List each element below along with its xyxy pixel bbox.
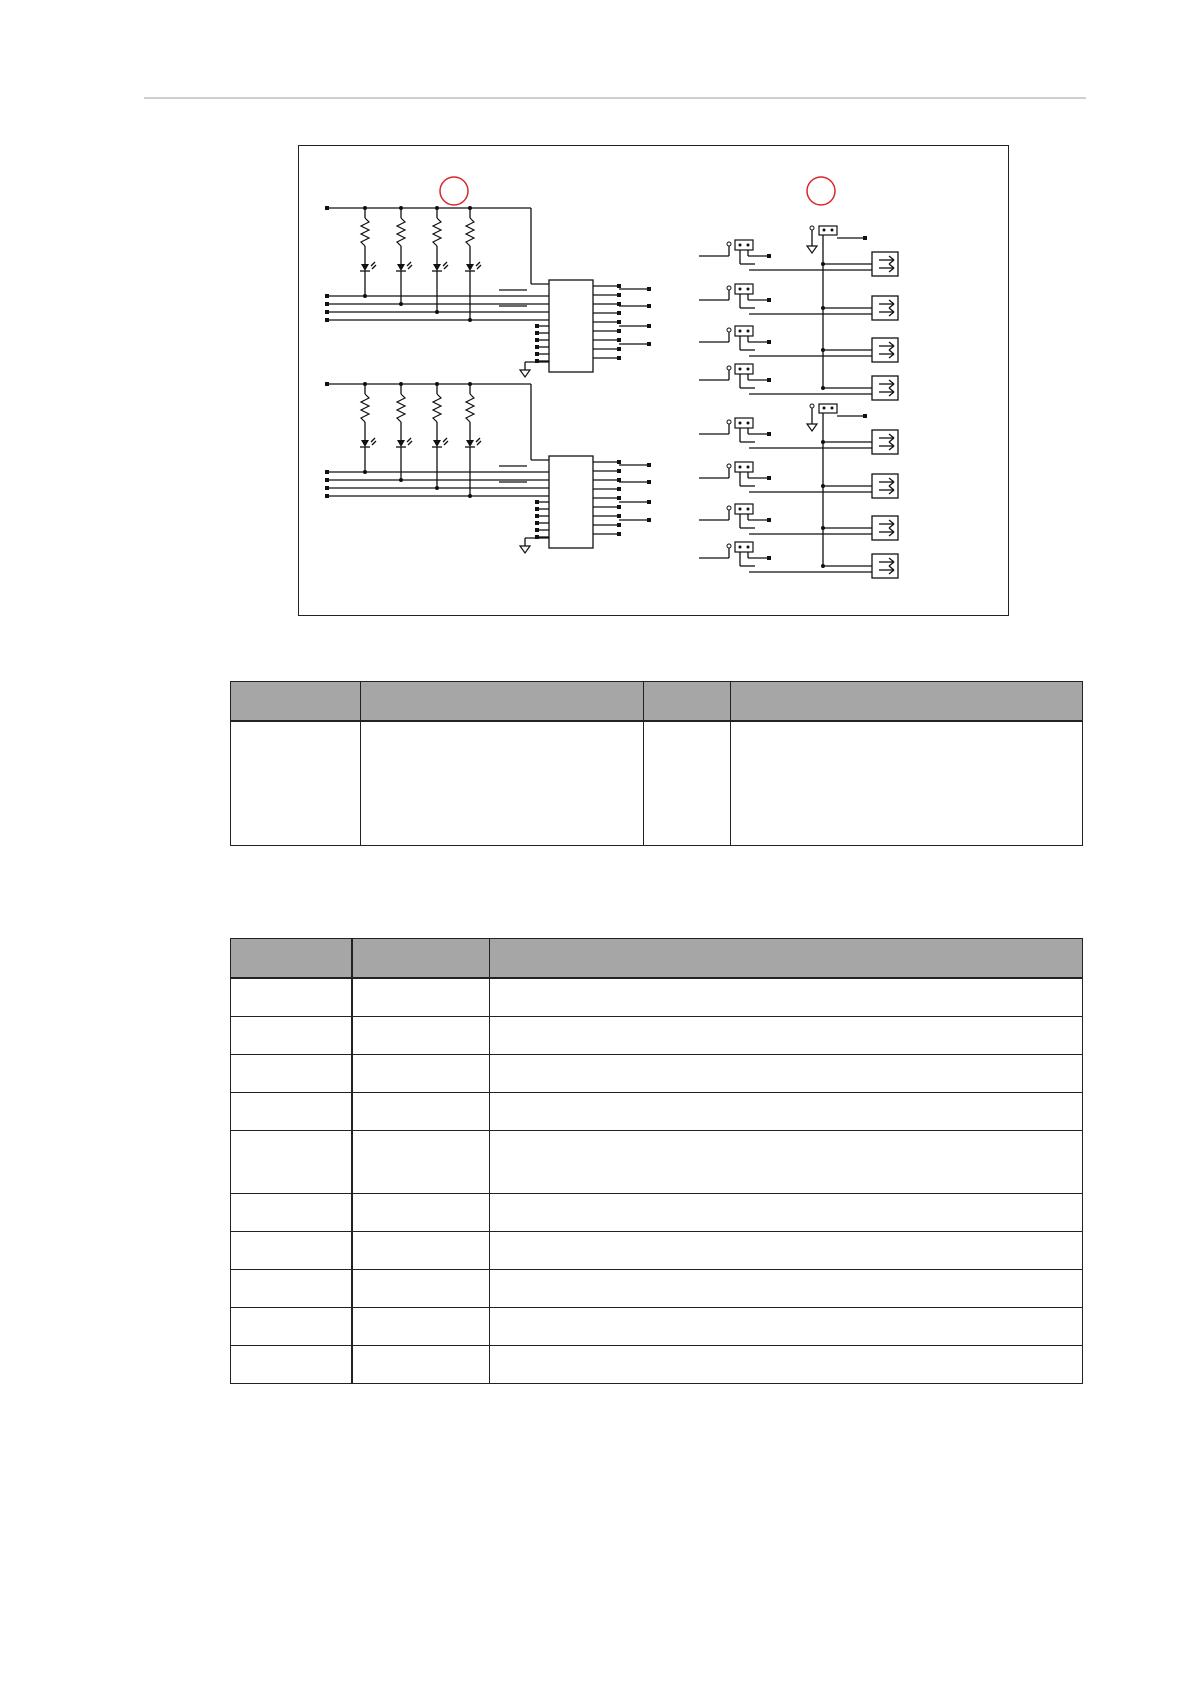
table-cell xyxy=(231,1270,352,1308)
table-cell xyxy=(352,1232,490,1270)
pin-terminal xyxy=(767,476,771,480)
led-icon xyxy=(361,440,369,447)
pin-terminal xyxy=(617,523,621,527)
pin-terminal xyxy=(767,432,771,436)
table-cell xyxy=(352,1055,490,1093)
table-cell xyxy=(490,1017,1083,1055)
table-row xyxy=(231,1308,1083,1346)
table-row xyxy=(231,1346,1083,1384)
jumper-pin xyxy=(747,244,750,247)
table-row xyxy=(231,1055,1083,1093)
connector-box xyxy=(872,474,898,498)
table-1-header-cell xyxy=(361,682,644,722)
jumper-pin xyxy=(747,422,750,425)
jumper-pin xyxy=(739,422,742,425)
table-cell xyxy=(231,1346,352,1384)
pin-terminal xyxy=(617,320,621,324)
table-1-header-cell xyxy=(644,682,731,722)
pin-terminal xyxy=(647,500,651,504)
jumper-pin xyxy=(747,466,750,469)
resistor-icon xyxy=(466,394,474,422)
pin-terminal xyxy=(535,528,539,532)
jumper-header xyxy=(735,326,753,336)
jumper-pin xyxy=(747,288,750,291)
led-ray xyxy=(407,262,411,266)
led-ray xyxy=(443,262,447,266)
pin-terminal xyxy=(617,532,621,536)
pin-terminal xyxy=(535,507,539,511)
pin-terminal xyxy=(647,518,651,522)
table-1-header-cell xyxy=(231,682,361,722)
jumper-pin xyxy=(739,368,742,371)
table-cell xyxy=(231,1093,352,1131)
pin-terminal xyxy=(647,342,651,346)
pin-terminal xyxy=(325,478,329,482)
pin-terminal xyxy=(325,382,329,386)
led-ray xyxy=(444,441,448,445)
led-ray xyxy=(476,438,480,442)
pin-terminal xyxy=(617,338,621,342)
pin-terminal xyxy=(325,206,329,210)
pin-terminal xyxy=(767,254,771,258)
connector-box xyxy=(872,252,898,276)
table-cell xyxy=(231,1017,352,1055)
jumper-pin xyxy=(831,407,834,410)
pin-terminal xyxy=(863,236,867,240)
pin-terminal xyxy=(617,293,621,297)
jumper-header xyxy=(735,462,753,472)
jumper-pin xyxy=(727,506,731,510)
pin-terminal xyxy=(617,311,621,315)
table-cell xyxy=(352,978,490,1017)
ground-icon xyxy=(807,246,817,253)
jumper-pin xyxy=(739,288,742,291)
pin-terminal xyxy=(647,287,651,291)
led-icon xyxy=(466,440,474,447)
jumper-pin xyxy=(823,407,826,410)
table-cell xyxy=(352,1017,490,1055)
pin-terminal xyxy=(767,518,771,522)
jumper-pin xyxy=(739,466,742,469)
pin-terminal xyxy=(617,460,621,464)
pin-terminal xyxy=(535,521,539,525)
table-cell xyxy=(231,1308,352,1346)
led-ray xyxy=(477,265,481,269)
table-cell xyxy=(490,1346,1083,1384)
table-cell xyxy=(490,1308,1083,1346)
table-cell xyxy=(231,1131,352,1194)
resistor-icon xyxy=(397,394,405,422)
pin-terminal xyxy=(617,487,621,491)
pin-terminal xyxy=(617,496,621,500)
table-cell xyxy=(352,1093,490,1131)
jumper-header xyxy=(735,364,753,374)
table-row xyxy=(231,1131,1083,1194)
led-ray xyxy=(372,441,376,445)
table-row xyxy=(231,1194,1083,1232)
led-ray xyxy=(476,262,480,266)
led-icon xyxy=(361,264,369,271)
table-cell xyxy=(490,1055,1083,1093)
pin-terminal xyxy=(767,298,771,302)
ground-icon xyxy=(520,370,530,377)
led-ray xyxy=(444,265,448,269)
table-2 xyxy=(230,938,1083,1384)
jumper-pin xyxy=(747,368,750,371)
table-row xyxy=(231,1093,1083,1131)
pin-terminal xyxy=(535,352,539,356)
jumper-pin xyxy=(727,544,731,548)
resistor-icon xyxy=(397,218,405,246)
jumper-header xyxy=(819,404,837,413)
marker-circle-right xyxy=(807,177,835,205)
table-cell xyxy=(352,1308,490,1346)
table-1 xyxy=(230,681,1083,846)
table-row xyxy=(231,1270,1083,1308)
pin-terminal xyxy=(617,469,621,473)
pin-terminal xyxy=(767,378,771,382)
led-icon xyxy=(433,440,441,447)
table-row xyxy=(231,721,1083,846)
resistor-icon xyxy=(361,218,369,246)
table-cell xyxy=(352,1270,490,1308)
jumper-pin xyxy=(727,242,731,246)
jumper-pin xyxy=(823,229,826,232)
jumper-pin xyxy=(727,464,731,468)
schematic-figure xyxy=(298,145,1009,616)
resistor-icon xyxy=(433,394,441,422)
table-2-header-cell xyxy=(352,939,490,979)
pin-terminal xyxy=(863,414,867,418)
table-1-header-row xyxy=(231,682,1083,722)
led-ray xyxy=(407,438,411,442)
schematic-diagram xyxy=(299,146,1010,617)
table-cell xyxy=(490,1194,1083,1232)
table-cell xyxy=(361,721,644,846)
jumper-pin xyxy=(810,226,814,230)
led-ray xyxy=(477,441,481,445)
pin-terminal xyxy=(767,556,771,560)
jumper-pin xyxy=(739,508,742,511)
pin-terminal xyxy=(617,505,621,509)
table-cell xyxy=(490,1270,1083,1308)
table-cell xyxy=(490,978,1083,1017)
jumper-pin xyxy=(727,328,731,332)
table-cell xyxy=(490,1093,1083,1131)
table-cell xyxy=(231,1194,352,1232)
resistor-icon xyxy=(466,218,474,246)
connector-box xyxy=(872,296,898,320)
marker-circle-left xyxy=(440,177,468,205)
pin-terminal xyxy=(647,480,651,484)
table-cell xyxy=(352,1131,490,1194)
table-row xyxy=(231,978,1083,1017)
led-icon xyxy=(466,264,474,271)
jumper-header xyxy=(735,504,753,514)
table-cell xyxy=(231,1055,352,1093)
pin-terminal xyxy=(617,329,621,333)
jumper-pin xyxy=(739,244,742,247)
table-cell xyxy=(490,1232,1083,1270)
pin-terminal xyxy=(325,294,329,298)
led-ray xyxy=(371,262,375,266)
led-ray xyxy=(371,438,375,442)
table-cell xyxy=(731,721,1083,846)
header-rule xyxy=(144,97,1086,99)
pin-terminal xyxy=(325,302,329,306)
resistor-icon xyxy=(433,218,441,246)
jumper-header xyxy=(735,542,753,552)
ic-chip xyxy=(549,280,593,372)
jumper-header xyxy=(735,240,753,250)
table-cell xyxy=(231,721,361,846)
table-2-header-row xyxy=(231,939,1083,979)
table-cell xyxy=(490,1131,1083,1194)
jumper-header xyxy=(819,226,837,235)
pin-terminal xyxy=(535,345,539,349)
ground-icon xyxy=(520,546,530,553)
led-icon xyxy=(397,264,405,271)
pin-terminal xyxy=(535,331,539,335)
table-cell xyxy=(231,1232,352,1270)
connector-box xyxy=(872,554,898,578)
led-ray xyxy=(372,265,376,269)
jumper-pin xyxy=(831,229,834,232)
table-cell xyxy=(644,721,731,846)
pin-terminal xyxy=(617,284,621,288)
pin-terminal xyxy=(767,340,771,344)
jumper-pin xyxy=(747,546,750,549)
connector-box xyxy=(872,338,898,362)
jumper-pin xyxy=(739,330,742,333)
connector-box xyxy=(872,376,898,400)
table-2-header-cell xyxy=(231,939,352,979)
jumper-pin xyxy=(747,330,750,333)
jumper-header xyxy=(735,418,753,428)
led-icon xyxy=(397,440,405,447)
table-cell xyxy=(352,1346,490,1384)
resistor-icon xyxy=(361,394,369,422)
pin-terminal xyxy=(325,310,329,314)
connector-box xyxy=(872,516,898,540)
table-row xyxy=(231,1017,1083,1055)
jumper-header xyxy=(735,284,753,294)
pin-terminal xyxy=(535,500,539,504)
jumper-pin xyxy=(739,546,742,549)
ic-chip xyxy=(549,456,593,548)
pin-terminal xyxy=(325,318,329,322)
table-1-header-cell xyxy=(731,682,1083,722)
pin-terminal xyxy=(325,494,329,498)
pin-terminal xyxy=(617,347,621,351)
table-cell xyxy=(352,1194,490,1232)
led-ray xyxy=(408,441,412,445)
pin-terminal xyxy=(325,470,329,474)
table-2-header-cell xyxy=(490,939,1083,979)
pin-terminal xyxy=(535,338,539,342)
led-icon xyxy=(433,264,441,271)
led-ray xyxy=(408,265,412,269)
jumper-pin xyxy=(810,404,814,408)
pin-terminal xyxy=(617,514,621,518)
jumper-pin xyxy=(747,508,750,511)
pin-terminal xyxy=(647,463,651,467)
pin-terminal xyxy=(535,324,539,328)
pin-terminal xyxy=(617,356,621,360)
led-ray xyxy=(443,438,447,442)
pin-terminal xyxy=(325,486,329,490)
jumper-pin xyxy=(727,366,731,370)
pin-terminal xyxy=(647,324,651,328)
connector-box xyxy=(872,430,898,454)
table-cell xyxy=(231,978,352,1017)
jumper-pin xyxy=(727,420,731,424)
pin-terminal xyxy=(647,304,651,308)
table-row xyxy=(231,1232,1083,1270)
jumper-pin xyxy=(727,286,731,290)
pin-terminal xyxy=(535,514,539,518)
ground-icon xyxy=(807,424,817,431)
